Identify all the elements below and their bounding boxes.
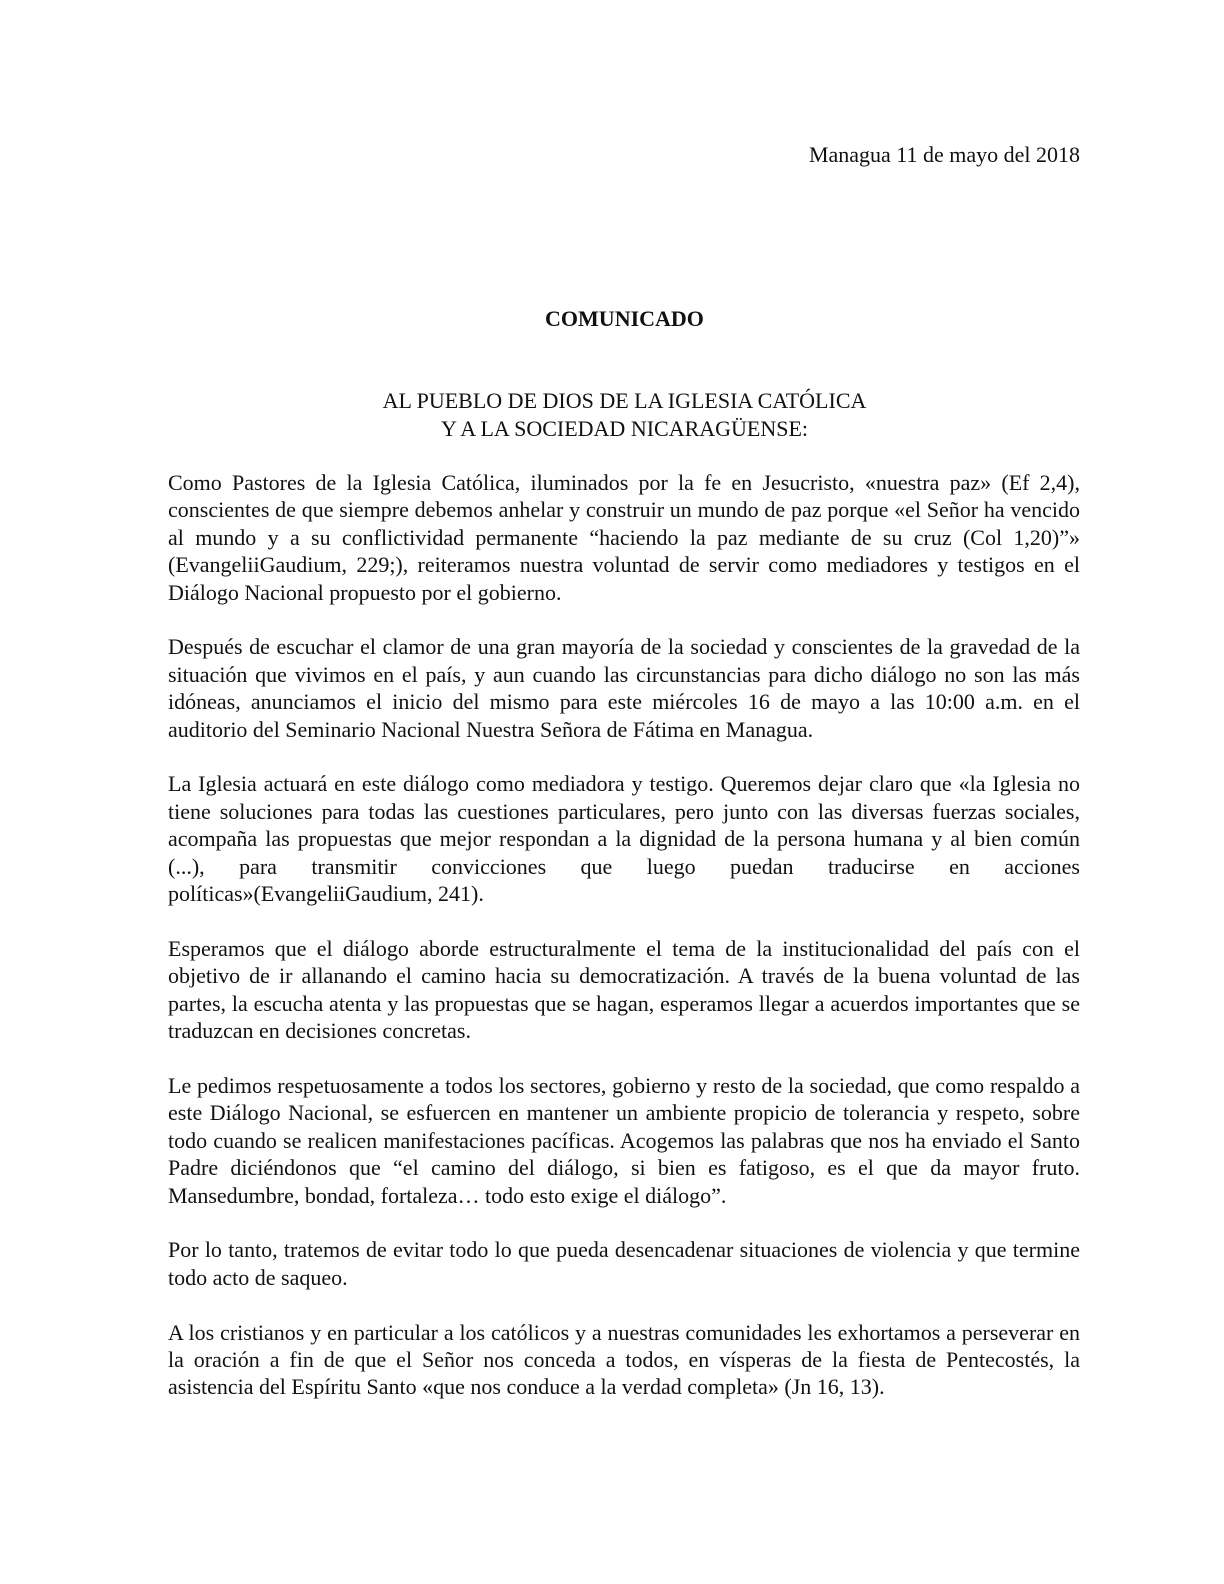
body-paragraph-1: Como Pastores de la Iglesia Católica, iluminados por la fe en Jesucristo, «nuestra paz» (Ef 2,4), conscientes de que siempre debemos anhelar y construir un mundo de paz porque «el Señor ha vencido al mundo y a su conflictividad permanente “haciendo la paz mediante de su cruz (Col 1,20)”» (EvangeliiGaudium, 229;), reiteramos nuestra voluntad de servir como mediadores y testigos en el Diálogo Nacional propuesto por el gobierno. [168,470,1080,605]
body-paragraph-3: La Iglesia actuará en este diálogo como mediadora y testigo. Queremos dejar claro que «la Iglesia no tiene soluciones para todas las cuestiones particulares, pero junto con las diversas fuerzas sociales, acompaña las propuestas que mejor respondan a la dignidad de la persona humana y al bien común (...), para transmitir convicciones que luego puedan traducirse en acciones políticas»(EvangeliiGaudium, 241). [168,771,1080,907]
body-paragraph-7: A los cristianos y en particular a los católicos y a nuestras comunidades les exhortamos a perseverar en la oración a fin de que el Señor nos conceda a todos, en vísperas de la fiesta de Pentecostés, la asistencia del Espíritu Santo «que nos conduce a la verdad completa» (Jn 16, 13). [168,1319,1080,1400]
body-paragraph-4: Esperamos que el diálogo aborde estructuralmente el tema de la institucionalidad del país con el objetivo de ir allanando el camino hacia su democratización. A través de la buena voluntad de las partes, la escucha atenta y las propuestas que se hagan, esperamos llegar a acuerdos importantes que se traduzcan en decisiones concretas. [168,935,1080,1044]
addressee-line-2: Y A LA SOCIEDAD NICARAGÜENSE: [440,416,809,441]
addressee-line-1: AL PUEBLO DE DIOS DE LA IGLESIA CATÓLICA [382,388,867,413]
body-paragraph-6: Por lo tanto, tratemos de evitar todo lo que pueda desencadenar situaciones de violencia y que termine todo acto de saqueo. [168,1237,1080,1290]
document-body [168,469,1080,1428]
body-paragraph-5: Le pedimos respetuosamente a todos los sectores, gobierno y resto de la sociedad, que como respaldo a este Diálogo Nacional, se esfuercen en mantener un ambiente propicio de tolerancia y respeto, sobre todo cuando se realicen manifestaciones pacíficas. Acogemos las palabras que nos ha enviado el Santo Padre diciéndonos que “el camino del diálogo, si bien es fatigoso, es el que da mayor fruto. Mansedumbre, bondad, fortaleza… todo esto exige el diálogo”. [168,1072,1080,1208]
body-paragraph-2: Después de escuchar el clamor de una gran mayoría de la sociedad y conscientes de la gravedad de la situación que vivimos en el país, y aun cuando las circunstancias para dicho diálogo no son las más idóneas, anunciamos el inicio del mismo para este miércoles 16 de mayo a las 10:00 a.m. en el auditorio del Seminario Nacional Nuestra Señora de Fátima en Managua. [168,634,1080,742]
addressee-block [0,387,1224,443]
document-date: Managua 11 de mayo del 2018 [808,142,1080,167]
document-title: COMUNICADO [545,306,704,331]
